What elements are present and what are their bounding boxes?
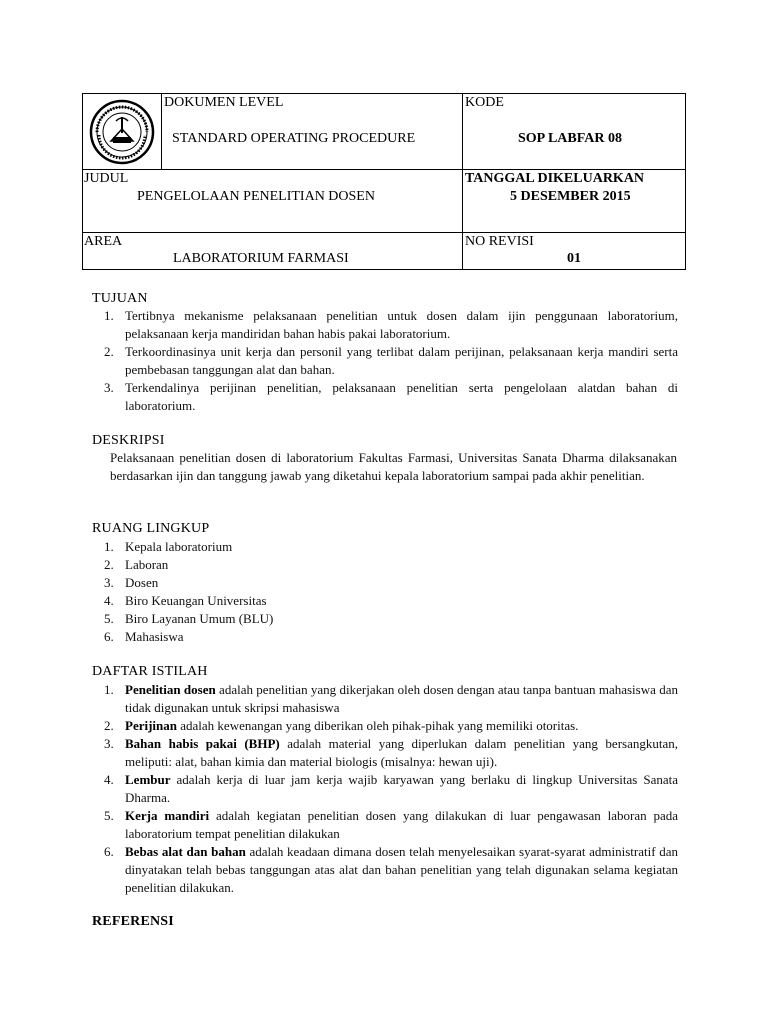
- kode-value: SOP LABFAR 08: [518, 131, 622, 146]
- item-number: 4.: [104, 772, 114, 787]
- list-item: [92, 592, 678, 610]
- item-text: Laboran: [125, 557, 169, 572]
- table-divider: [161, 93, 162, 169]
- item-number: 4.: [104, 593, 114, 608]
- list-item: [92, 735, 678, 771]
- table-divider: [462, 93, 463, 270]
- list-item: [92, 843, 678, 897]
- section-title-tujuan: TUJUAN: [92, 291, 148, 306]
- revisi-label: NO REVISI: [465, 234, 534, 249]
- item-term: Lembur: [125, 772, 171, 787]
- list-item: [92, 538, 678, 556]
- item-number: 2.: [104, 557, 114, 572]
- item-text: adalah kegiatan penelitian dosen yang dilakukan di luar pengawasan laboran pada laboratorium tempat penelitian dilakukan: [125, 808, 678, 841]
- item-text: adalah kewenangan yang diberikan oleh pihak-pihak yang memiliki otoritas.: [177, 718, 579, 733]
- item-text: Kepala laboratorium: [125, 539, 233, 554]
- section-title-daftar-istilah: DAFTAR ISTILAH: [92, 664, 208, 679]
- item-number: 1.: [104, 308, 114, 323]
- list-item: [92, 681, 678, 717]
- item-term: Bebas alat dan bahan: [125, 844, 246, 859]
- table-divider: [82, 232, 686, 233]
- section-title-deskripsi: DESKRIPSI: [92, 433, 165, 448]
- item-term: Kerja mandiri: [125, 808, 210, 823]
- item-number: 2.: [104, 718, 114, 733]
- list-item: [92, 717, 678, 735]
- item-number: 1.: [104, 682, 114, 697]
- item-text: Dosen: [125, 575, 159, 590]
- list-item: [92, 610, 678, 628]
- item-text: adalah penelitian yang dikerjakan oleh dosen dengan atau tanpa bantuan mahasiswa dan tidak digunakan untuk skripsi mahasiswa: [125, 682, 678, 715]
- item-text: Biro Layanan Umum (BLU): [125, 611, 274, 626]
- table-divider: [82, 169, 686, 170]
- item-term: Penelitian dosen: [125, 682, 216, 697]
- list-item: [92, 556, 678, 574]
- item-term: Bahan habis pakai (BHP): [125, 736, 280, 751]
- item-number: 3.: [104, 575, 114, 590]
- list-item: [92, 771, 678, 807]
- dokumen-level-value: STANDARD OPERATING PROCEDURE: [172, 131, 416, 146]
- area-value: LABORATORIUM FARMASI: [173, 251, 349, 266]
- university-seal-logo: [89, 99, 155, 165]
- tanggal-value: 5 DESEMBER 2015: [510, 189, 631, 204]
- list-item: [92, 343, 678, 379]
- item-number: 6.: [104, 844, 114, 859]
- item-number: 5.: [104, 611, 114, 626]
- daftar-istilah-list: [92, 681, 678, 897]
- item-number: 1.: [104, 539, 114, 554]
- tanggal-label: TANGGAL DIKELUARKAN: [465, 171, 645, 186]
- item-text: adalah kerja di luar jam kerja wajib karyawan yang berlaku di lingkup Universitas Sanata Dharma.: [125, 772, 678, 805]
- item-text: adalah keadaan dimana dosen telah menyelesaikan syarat-syarat administratif dan dinyatakan telah bebas tanggungan atas alat dan bahan penelitian yang telah digunakan selama kegiatan penelitian dilakukan.: [125, 844, 678, 895]
- dokumen-level-label: DOKUMEN LEVEL: [164, 95, 284, 110]
- item-number: 3.: [104, 380, 114, 395]
- item-text: Terkendalinya perijinan penelitian, pelaksanaan penelitian serta pengelolaan alatdan bahan di laboratorium.: [125, 380, 678, 413]
- list-item: [92, 574, 678, 592]
- item-text: adalah material yang diperlukan dalam penelitian yang bersangkutan, meliputi: alat, bahan kimia dan material biologis (misalnya: hewan uji).: [125, 736, 678, 769]
- section-title-referensi: REFERENSI: [92, 914, 174, 929]
- item-number: 6.: [104, 629, 114, 644]
- ruang-lingkup-list: [92, 538, 678, 646]
- area-label: AREA: [84, 234, 123, 249]
- tujuan-list: [92, 307, 678, 415]
- section-title-ruang-lingkup: RUANG LINGKUP: [92, 521, 210, 536]
- item-text: Terkoordinasinya unit kerja dan personil yang terlibat dalam perijinan, pelaksanaan kerja mandiri serta pembebasan tanggungan alat dan bahan.: [125, 344, 678, 377]
- item-text: Mahasiswa: [125, 629, 184, 644]
- judul-label: JUDUL: [84, 171, 129, 186]
- list-item: [92, 628, 678, 646]
- revisi-value: 01: [567, 251, 581, 266]
- deskripsi-text: Pelaksanaan penelitian dosen di laboratorium Fakultas Farmasi, Universitas Sanata Dharma dilaksanakan berdasarkan ijin dan tanggung jawab yang diketahui kepala laboratorium sampai pada akhir penelitian.: [110, 450, 677, 483]
- list-item: [92, 307, 678, 343]
- item-number: 2.: [104, 344, 114, 359]
- item-number: 5.: [104, 808, 114, 823]
- list-item: [92, 379, 678, 415]
- item-number: 3.: [104, 736, 114, 751]
- kode-label: KODE: [465, 95, 504, 110]
- judul-value: PENGELOLAAN PENELITIAN DOSEN: [137, 189, 375, 204]
- item-text: Tertibnya mekanisme pelaksanaan penelitian untuk dosen dalam ijin penggunaan laboratorium, pelaksanaan kerja mandiridan bahan habis pakai laboratorium.: [125, 308, 678, 341]
- item-term: Perijinan: [125, 718, 177, 733]
- item-text: Biro Keuangan Universitas: [125, 593, 267, 608]
- list-item: [92, 807, 678, 843]
